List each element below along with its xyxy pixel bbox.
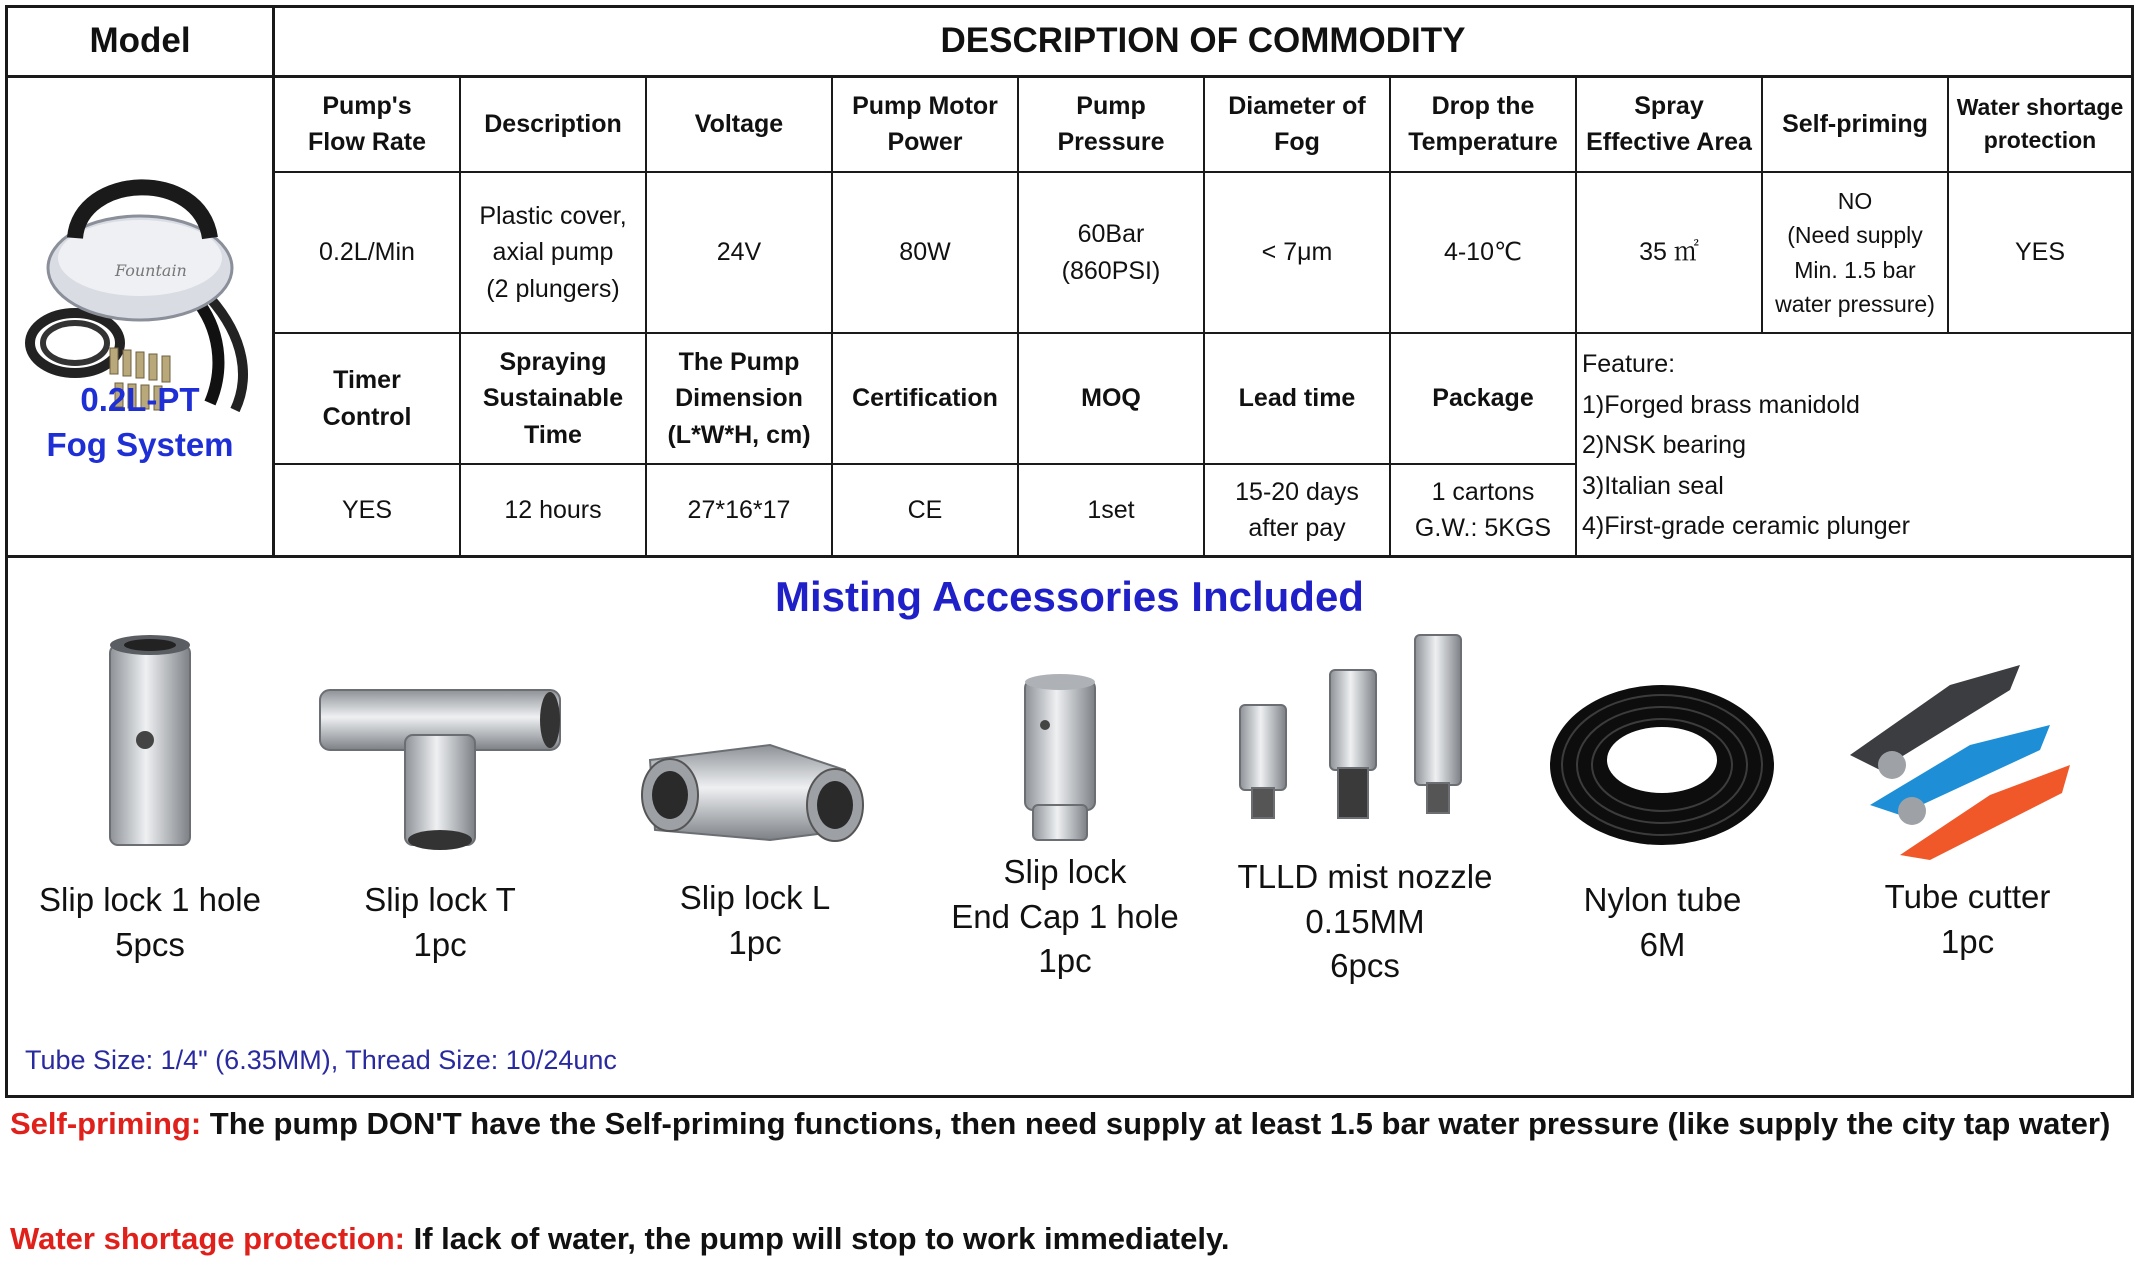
value-text: 60Bar — [1077, 220, 1145, 249]
water-shortage-label: Water shortage protection: — [10, 1221, 405, 1256]
value-text: 1set — [1087, 495, 1135, 524]
header-text: Effective Area — [1586, 128, 1752, 156]
features-list — [1582, 344, 2127, 547]
model-name — [8, 378, 272, 467]
accessory-label — [1530, 878, 1795, 967]
value-text: < 7μm — [1261, 238, 1333, 267]
value-text: 80W — [899, 238, 951, 267]
value-text: (Need supply — [1787, 222, 1923, 248]
header-water-protection — [1949, 77, 2131, 171]
header-text: The Pump — [678, 348, 800, 377]
value-text: YES — [2014, 238, 2066, 267]
value-text: 12 hours — [504, 495, 602, 524]
value-water-protection — [1949, 173, 2131, 332]
header-lead-time — [1205, 334, 1389, 463]
mist-nozzle-icon — [1235, 630, 1485, 830]
accessory-label — [1215, 855, 1515, 989]
header-text: Fog — [1274, 128, 1320, 156]
accessory-label-line: Nylon tube — [1583, 881, 1742, 918]
value-text: 1 cartons — [1431, 477, 1535, 506]
value-text: (2 plungers) — [486, 274, 620, 303]
header-text: Self-priming — [1782, 109, 1928, 138]
header-spray-area — [1577, 77, 1761, 171]
header-text: Certification — [852, 384, 998, 413]
value-text: CE — [907, 495, 943, 524]
feature-item: 4)First-grade ceramic plunger — [1582, 512, 1910, 540]
tube-cutter-icon — [1840, 655, 2080, 865]
header-text: Pressure — [1057, 128, 1165, 156]
value-package — [1391, 465, 1575, 555]
header-moq — [1019, 334, 1203, 463]
accessory-label-line: Slip lock T — [364, 881, 516, 918]
header-text: MOQ — [1081, 384, 1141, 413]
feature-item: Feature: — [1582, 350, 1676, 378]
accessory-label-line: 5pcs — [115, 925, 185, 963]
accessory-label-line: End Cap 1 hole — [951, 897, 1179, 935]
value-text: 0.2L/Min — [319, 238, 415, 267]
header-text: Sustainable — [482, 384, 624, 413]
water-shortage-text: If lack of water, the pump will stop to work immediately. — [405, 1221, 1230, 1256]
value-text: NO — [1837, 187, 1873, 214]
header-text: Water shortage — [1956, 93, 2124, 120]
header-text: Drop the — [1431, 91, 1535, 120]
header-flow-rate — [275, 77, 459, 171]
header-text: protection — [1983, 127, 2097, 153]
value-text: Plastic cover, — [479, 202, 627, 231]
header-text: Control — [322, 402, 412, 431]
header-certification — [833, 334, 1017, 463]
value-text: 15-20 days — [1235, 477, 1359, 506]
accessory-label — [615, 876, 895, 965]
value-description — [461, 173, 645, 332]
value-text: Min. 1.5 bar — [1794, 256, 1916, 283]
header-text: Description — [484, 109, 622, 138]
slip-lock-t-icon — [310, 675, 570, 855]
model-name-line: 0.2L-PT — [80, 381, 200, 418]
header-text: Timer — [333, 366, 401, 395]
value-text: after pay — [1248, 514, 1346, 542]
header-spraying-time — [461, 334, 645, 463]
accessory-label — [920, 850, 1210, 984]
value-text: 24V — [716, 238, 762, 267]
model-header: Model — [89, 21, 191, 61]
value-self-priming — [1763, 173, 1947, 332]
value-moq — [1019, 465, 1203, 555]
header-timer-control — [275, 334, 459, 463]
slip-lock-l-icon — [630, 710, 880, 860]
value-certification — [833, 465, 1017, 555]
water-shortage-note — [10, 1215, 2130, 1263]
header-temperature-drop — [1391, 77, 1575, 171]
header-text: (L*W*H, cm) — [667, 420, 811, 449]
accessory-label — [310, 878, 570, 967]
value-pump-dimension — [647, 465, 831, 555]
header-self-priming — [1763, 77, 1947, 171]
header-text: Time — [524, 420, 582, 449]
header-voltage — [647, 77, 831, 171]
header-description — [461, 77, 645, 171]
header-text: Pump Motor — [852, 91, 998, 120]
end-cap-icon — [1015, 670, 1105, 845]
feature-item: 1)Forged brass manidold — [1582, 390, 1860, 419]
accessory-label-line: Slip lock — [1003, 853, 1127, 890]
value-temperature-drop — [1391, 173, 1575, 332]
header-package — [1391, 334, 1575, 463]
accessory-label-line: 6M — [1639, 925, 1686, 963]
value-spraying-time — [461, 465, 645, 555]
header-pump-pressure — [1019, 77, 1203, 171]
header-fog-diameter — [1205, 77, 1389, 171]
value-text: (860PSI) — [1061, 256, 1161, 285]
accessory-label-line: 6pcs — [1330, 947, 1400, 985]
accessory-label-line: TLLD mist nozzle — [1237, 858, 1493, 895]
accessory-label-line: Tube cutter — [1884, 878, 2051, 915]
self-priming-note — [10, 1100, 2130, 1148]
header-motor-power — [833, 77, 1017, 171]
accessory-label-line: 1pc — [1038, 942, 1092, 980]
header-text: Dimension — [675, 384, 803, 413]
header-text: Diameter of — [1228, 91, 1366, 120]
header-text: Lead time — [1238, 384, 1356, 413]
value-fog-diameter — [1205, 173, 1389, 332]
tube-size-note: Tube Size: 1/4" (6.35MM), Thread Size: 10/24unc — [25, 1045, 617, 1075]
accessory-label-line: 1pc — [1940, 922, 1995, 960]
model-cell — [8, 78, 272, 555]
header-text: Temperature — [1408, 128, 1558, 156]
header-pump-dimension — [647, 334, 831, 463]
accessory-label-line: 1pc — [413, 925, 467, 963]
value-text: water pressure) — [1775, 291, 1935, 317]
accessory-label — [1835, 875, 2100, 964]
value-text: 4-10℃ — [1443, 238, 1523, 267]
feature-item: 3)Italian seal — [1582, 471, 1724, 500]
value-voltage — [647, 173, 831, 332]
accessory-label — [10, 878, 290, 967]
feature-item: 2)NSK bearing — [1582, 431, 1746, 459]
model-name-line: Fog System — [46, 425, 234, 463]
accessory-label-line: 0.15MM — [1305, 902, 1425, 940]
slip-lock-1-hole-icon — [95, 630, 205, 860]
header-text: Package — [1432, 384, 1534, 413]
value-pump-pressure — [1019, 173, 1203, 332]
value-text: axial pump — [492, 238, 614, 267]
value-motor-power — [833, 173, 1017, 332]
header-text: Flow Rate — [307, 128, 427, 156]
header-text: Spray — [1634, 91, 1704, 120]
nylon-tube-icon — [1545, 680, 1780, 855]
header-text: Spraying — [499, 348, 607, 377]
header-text: Power — [887, 128, 963, 156]
svg-text:Fountain: Fountain — [115, 261, 187, 280]
accessories-title: Misting Accessories Included — [775, 573, 1364, 620]
value-text: G.W.: 5KGS — [1414, 514, 1552, 542]
accessory-label-line: Slip lock 1 hole — [39, 881, 261, 918]
accessory-label-line: Slip lock L — [679, 879, 831, 916]
accessory-label-line: 1pc — [728, 923, 782, 961]
header-text: Pump's — [322, 91, 412, 120]
header-text: Pump — [1076, 91, 1146, 120]
value-lead-time — [1205, 465, 1389, 555]
description-header: DESCRIPTION OF COMMODITY — [940, 21, 1466, 61]
header-text: Voltage — [694, 109, 784, 138]
value-spray-area — [1577, 173, 1761, 332]
self-priming-label: Self-priming: — [10, 1106, 202, 1141]
value-flow-rate — [275, 173, 459, 332]
self-priming-text: The pump DON'T have the Self-priming functions, then need supply at least 1.5 bar water pressure (like supply the city tap water) — [201, 1106, 2111, 1141]
value-text: 35 ㎡ — [1639, 238, 1699, 267]
value-text: YES — [341, 495, 393, 524]
value-text: 27*16*17 — [687, 495, 791, 524]
value-timer-control — [275, 465, 459, 555]
